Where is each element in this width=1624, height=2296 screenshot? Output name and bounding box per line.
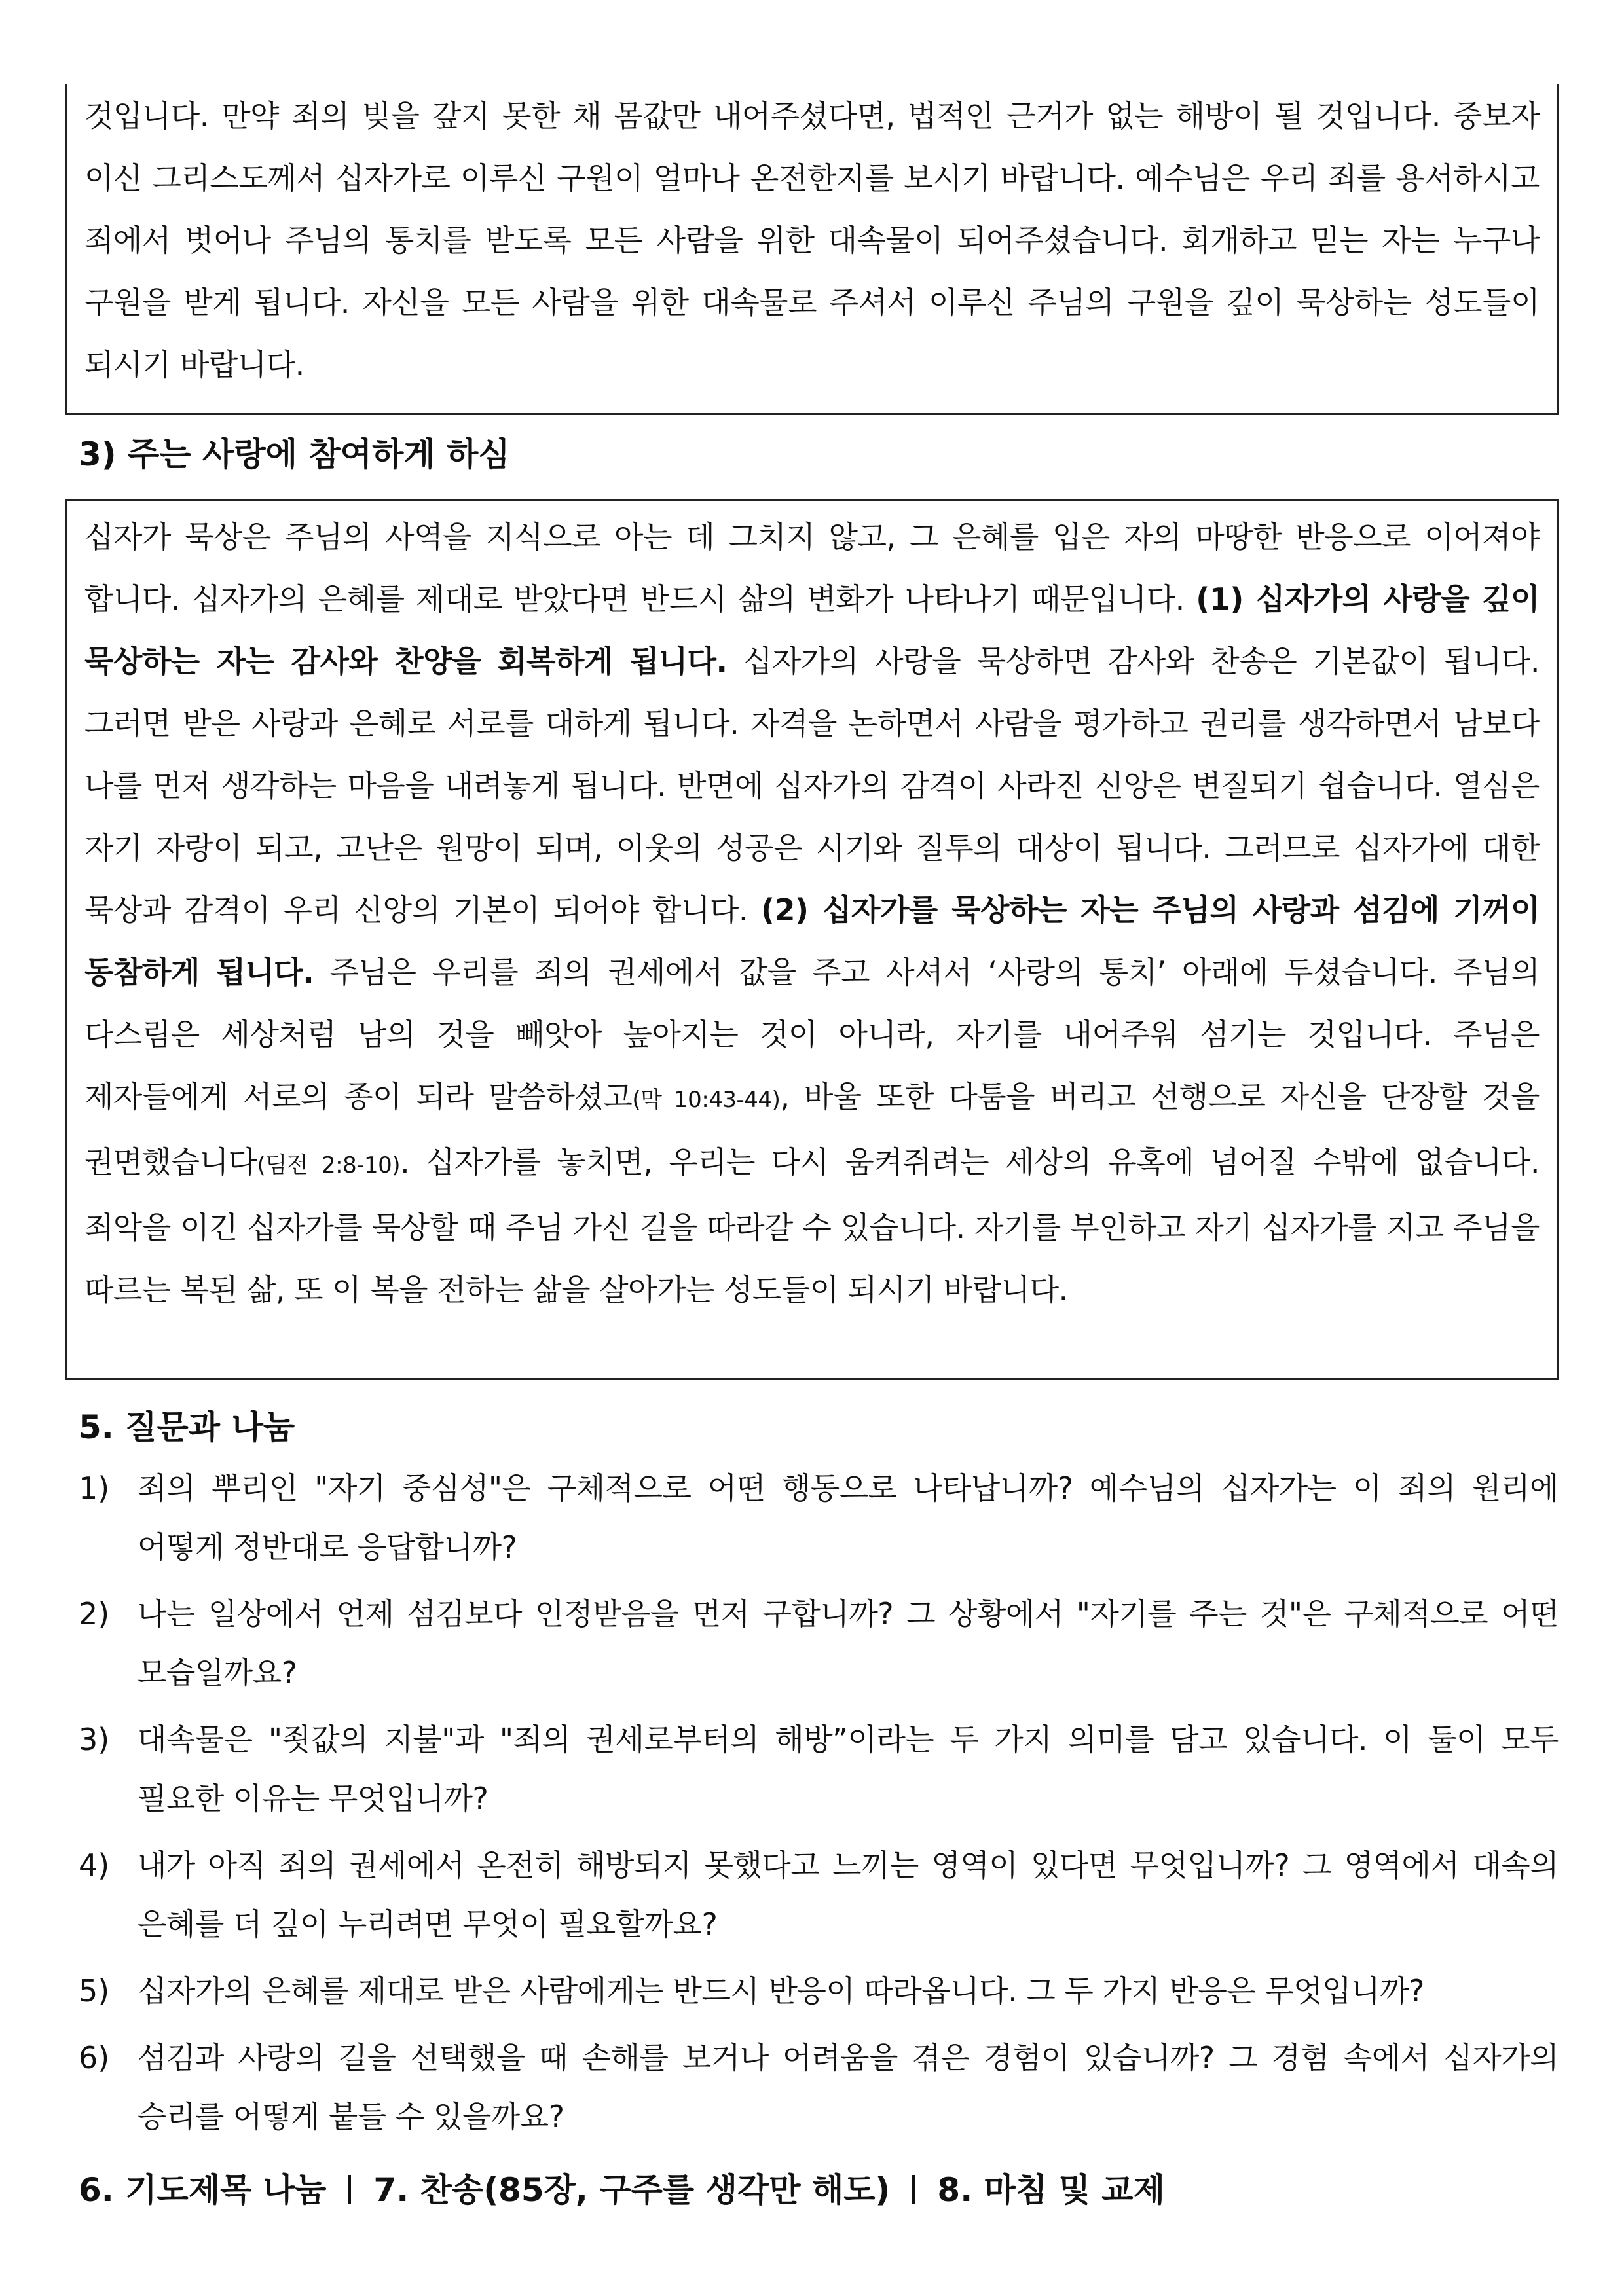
paragraph-text: 주님은 우리를 죄의 권세에서 값을 주고 사셔서 ‘사랑의 통치’ 아래에 두셨습니다. 주님의 다스림은 세상처럼 남의 것을 빼앗아 높아지는 것이 아니라, 자기를 내어주워 섬기는 것입니다. 주님은 제자들에게 서로의 종이 되라 말씀하셨고 — [84, 955, 1540, 1114]
section-3-heading: 3) 주는 사랑에 참여하게 하심 — [79, 435, 510, 473]
paragraph-text: , 바울 또한 다툼을 버리고 선행으로 자신을 단장할 것을 권면했습니다 — [84, 1079, 1540, 1180]
question-item — [79, 1459, 1559, 1576]
paragraph-text: . 십자가를 놓치면, 우리는 다시 움켜쥐려는 세상의 유혹에 넘어질 수밖에 없습니다. 죄악을 이긴 십자가를 묵상할 때 주님 가신 길을 따라갈 수 있습니다. 자기를 부인하고 자기 십자가를 지고 주님을 따르는 복된 삶, 또 이 복을 전하는 삶을 살아가는 성도들이 되시기 바랍니다. — [84, 1144, 1540, 1307]
question-text: 섬김과 사랑의 길을 선택했을 때 손해를 보거나 어려움을 겪은 경험이 있습니까? 그 경험 속에서 십자가의 승리를 어떻게 붙들 수 있을까요? — [138, 2040, 1559, 2134]
section-2-continued-box — [65, 84, 1559, 415]
separator-bar — [912, 2175, 915, 2204]
paragraph-text: 십자가 묵상은 주님의 사역을 지식으로 아는 데 그치지 않고, 그 은혜를 입은 자의 마땅한 반응으로 이어져야 합니다. 십자가의 은혜를 제대로 받았다면 반드시 삶의 변화가 나타나기 때문입니다. — [84, 519, 1540, 617]
question-number: 3) — [79, 1722, 110, 1757]
question-item — [79, 1961, 1559, 2020]
emphasis-point: (2) 십자가를 묵상하는 자는 주님의 사랑과 섬김에 기꺼이 동참하게 됩니다. — [84, 892, 1540, 990]
separator-bar — [348, 2175, 351, 2204]
question-list — [79, 1459, 1559, 2154]
section-2-paragraph: 것입니다. 만약 죄의 빚을 갚지 못한 채 몸값만 내어주셨다면, 법적인 근거가 없는 해방이 될 것입니다. 중보자 이신 그리스도께서 십자가로 이루신 구원이 얼마나 온전한지를 보시기 바랍니다. 예수님은 우리 죄를 용서하시고 죄에서 벗어나 주님의 통치를 받도록 모든 사람을 위한 대속물이 되어주셨습니다. 회개하고 믿는 자는 누구나 구원을 받게 됩니다. 자신을 모든 사람을 위한 대속물로 주셔서 이루신 주님의 구원을 깊이 묵상하는 성도들이 되시기 바랍니다. — [84, 98, 1540, 382]
question-text: 죄의 뿌리인 "자기 중심성"은 구체적으로 어떤 행동으로 나타납니까? 예수님의 십자가는 이 죄의 원리에 어떻게 정반대로 응답합니까? — [138, 1470, 1559, 1565]
question-item — [79, 1584, 1559, 1702]
agenda-item-closing: 8. 마침 및 교제 — [937, 2171, 1165, 2209]
paragraph-text: 십자가의 사랑을 묵상하면 감사와 찬송은 기본값이 됩니다. 그러면 받은 사랑과 은혜로 서로를 대하게 됩니다. 자격을 논하면서 사람을 평가하고 권리를 생각하면서 남보다 나를 먼저 생각하는 마음을 내려놓게 됩니다. 반면에 십자가의 감격이 사라진 신앙은 변질되기 쉽습니다. 열심은 자기 자랑이 되고, 고난은 원망이 되며, 이웃의 성공은 시기와 질투의 대상이 됩니다. 그러므로 십자가에 대한 묵상과 감격이 우리 신앙의 기본이 되어야 합니다. — [84, 644, 1540, 928]
section-5-heading: 5. 질문과 나눔 — [79, 1408, 295, 1446]
question-text: 십자가의 은혜를 제대로 받은 사람에게는 반드시 반응이 따라옵니다. 그 두 가지 반응은 무엇입니까? — [138, 1973, 1424, 2009]
question-number: 5) — [79, 1973, 110, 2009]
question-item — [79, 1836, 1559, 1954]
closing-agenda-line — [79, 2164, 1165, 2211]
scripture-reference: (막 10:43-44) — [632, 1087, 781, 1113]
question-item — [79, 1710, 1559, 1828]
scripture-reference: (딤전 2:8-10) — [257, 1152, 401, 1178]
agenda-item-hymn: 7. 찬송(85장, 구주를 생각만 해도) — [373, 2171, 891, 2209]
section-3-paragraph — [84, 506, 1540, 1321]
question-number: 2) — [79, 1596, 110, 1631]
question-item — [79, 2028, 1559, 2146]
question-number: 6) — [79, 2040, 110, 2075]
section-3-box — [65, 499, 1559, 1380]
question-number: 1) — [79, 1470, 110, 1506]
question-text: 내가 아직 죄의 권세에서 온전히 해방되지 못했다고 느끼는 영역이 있다면 무엇입니까? 그 영역에서 대속의 은혜를 더 깊이 누리려면 무엇이 필요할까요? — [138, 1848, 1559, 1942]
question-number: 4) — [79, 1848, 110, 1883]
question-text: 대속물은 "죗값의 지불"과 "죄의 권세로부터의 해방”이라는 두 가지 의미를 담고 있습니다. 이 둘이 모두 필요한 이유는 무엇입니까? — [138, 1722, 1559, 1816]
emphasis-point: (1) 십자가의 사랑을 깊이 묵상하는 자는 감사와 찬양을 회복하게 됩니다. — [84, 581, 1540, 679]
agenda-item-prayer: 6. 기도제목 나눔 — [79, 2171, 327, 2209]
question-text: 나는 일상에서 언제 섬김보다 인정받음을 먼저 구합니까? 그 상황에서 "자기를 주는 것"은 구체적으로 어떤 모습일까요? — [138, 1596, 1559, 1690]
